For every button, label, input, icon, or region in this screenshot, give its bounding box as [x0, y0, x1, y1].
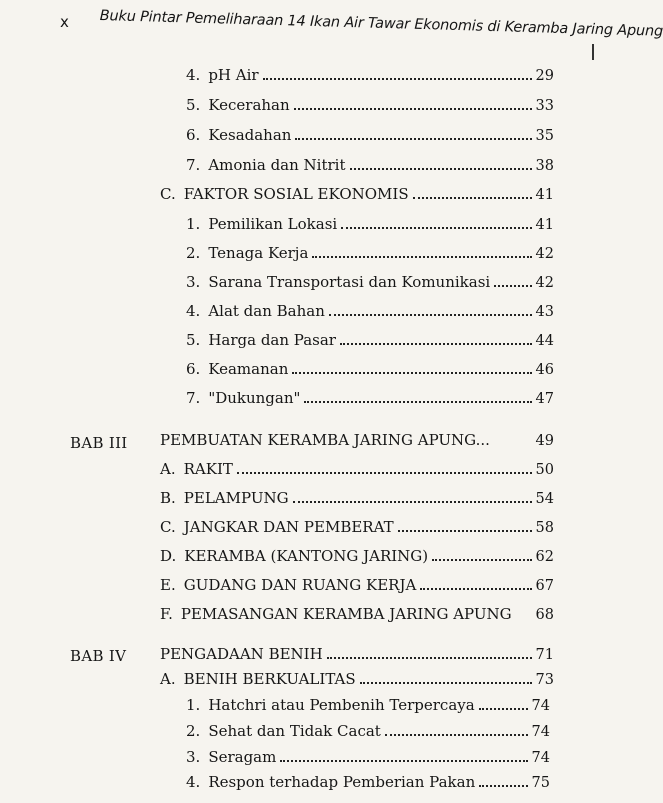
- dot-leader: [304, 401, 531, 403]
- dot-leader: [413, 197, 532, 199]
- section-title: JANGKAR DAN PEMBERAT: [183, 518, 394, 536]
- entry-page: 74: [531, 724, 550, 740]
- toc-entry[interactable]: [186, 244, 554, 268]
- toc-entry[interactable]: [186, 360, 554, 384]
- toc-section-entry[interactable]: [160, 460, 554, 484]
- toc-entry[interactable]: [186, 331, 554, 355]
- entry-number: 3.: [186, 273, 201, 291]
- toc-entry[interactable]: [186, 748, 550, 772]
- entry-page: 29: [535, 68, 554, 84]
- dot-leader: [280, 760, 527, 762]
- dot-leader: [263, 78, 532, 80]
- entry-number: 4.: [186, 302, 201, 320]
- section-title: KERAMBA (KANTONG JARING): [184, 547, 429, 565]
- entry-page: 43: [535, 304, 554, 320]
- toc-entry[interactable]: [186, 273, 554, 297]
- dot-leader: [295, 138, 531, 140]
- entry-title: Pemilikan Lokasi: [208, 215, 338, 233]
- entry-page: 35: [535, 128, 554, 144]
- section-page: 67: [535, 578, 554, 594]
- dot-leader: [494, 285, 531, 287]
- entry-title: Seragam: [208, 748, 277, 766]
- running-header: [0, 0, 663, 40]
- dot-leader: [294, 108, 532, 110]
- toc-chapter-entry[interactable]: [160, 431, 554, 455]
- toc-section-entry[interactable]: [160, 576, 554, 600]
- section-title: FAKTOR SOSIAL EKONOMIS: [183, 185, 409, 203]
- entry-page: 33: [535, 98, 554, 114]
- toc-section-entry[interactable]: [160, 185, 554, 209]
- entry-number: 1.: [186, 696, 201, 714]
- toc-entry[interactable]: [186, 389, 554, 413]
- dot-leader: [341, 227, 531, 229]
- entry-title: Amonia dan Nitrit: [208, 156, 346, 174]
- entry-title: Respon terhadap Pemberian Pakan: [208, 773, 476, 791]
- dot-leader: [398, 530, 532, 532]
- toc-entry[interactable]: [186, 773, 550, 797]
- entry-number: 7.: [186, 389, 201, 407]
- section-letter: E.: [160, 576, 176, 594]
- entry-page: 74: [531, 698, 550, 714]
- entry-page: 74: [531, 750, 550, 766]
- entry-number: 7.: [186, 156, 201, 174]
- section-letter: A.: [160, 460, 176, 478]
- entry-title: pH Air: [208, 66, 259, 84]
- entry-page: 42: [535, 275, 554, 291]
- chapter-label: BAB IV: [70, 647, 127, 665]
- toc-chapter-entry[interactable]: [160, 645, 554, 669]
- entry-title: Sarana Transportasi dan Komunikasi: [208, 273, 491, 291]
- toc-entry[interactable]: [186, 215, 554, 239]
- section-letter: D.: [160, 547, 177, 565]
- dot-leader: [479, 785, 527, 787]
- toc-section-entry[interactable]: [160, 670, 554, 694]
- dot-leader: [432, 559, 531, 561]
- entry-number: 6.: [186, 126, 201, 144]
- entry-title: Hatchri atau Pembenih Terpercaya: [208, 696, 475, 714]
- facing-page-edge: [592, 44, 602, 60]
- section-title: GUDANG DAN RUANG KERJA: [183, 576, 417, 594]
- chapter-title: PEMBUATAN KERAMBA JARING APUNG...: [160, 431, 490, 449]
- entry-page: 44: [535, 333, 554, 349]
- section-page: 68: [535, 607, 554, 623]
- dot-leader: [340, 343, 532, 345]
- toc-section-entry[interactable]: [160, 547, 554, 571]
- entry-page: 38: [535, 158, 554, 174]
- section-title: RAKIT: [183, 460, 233, 478]
- section-title: PEMASANGAN KERAMBA JARING APUNG: [180, 605, 512, 623]
- section-page: 58: [535, 520, 554, 536]
- chapter-label: BAB III: [70, 434, 128, 452]
- toc-section-entry[interactable]: [160, 605, 554, 629]
- section-page: 73: [535, 672, 554, 688]
- entry-title: Harga dan Pasar: [208, 331, 336, 349]
- chapter-page: 71: [535, 647, 554, 663]
- toc-entry[interactable]: [186, 156, 554, 180]
- section-letter: A.: [160, 670, 176, 688]
- chapter-page: 49: [535, 433, 554, 449]
- entry-title: Tenaga Kerja: [208, 244, 309, 262]
- dot-leader: [293, 501, 532, 503]
- section-letter: F.: [160, 605, 173, 623]
- entry-number: 5.: [186, 96, 201, 114]
- entry-title: Kecerahan: [208, 96, 290, 114]
- toc-section-entry[interactable]: [160, 489, 554, 513]
- entry-page: 46: [535, 362, 554, 378]
- entry-page: 41: [535, 217, 554, 233]
- toc-entry[interactable]: [186, 302, 554, 326]
- entry-title: Alat dan Bahan: [208, 302, 325, 320]
- dot-leader: [420, 588, 531, 590]
- entry-page: 42: [535, 246, 554, 262]
- dot-leader: [327, 657, 532, 659]
- dot-leader: [385, 734, 528, 736]
- entry-number: 6.: [186, 360, 201, 378]
- section-page: 62: [535, 549, 554, 565]
- entry-number: 4.: [186, 773, 201, 791]
- section-letter: C.: [160, 518, 176, 536]
- toc-entry[interactable]: [186, 696, 550, 720]
- dot-leader: [360, 682, 532, 684]
- section-letter: C.: [160, 185, 176, 203]
- entry-number: 2.: [186, 244, 201, 262]
- toc-entry[interactable]: [186, 96, 554, 120]
- dot-leader: [312, 256, 531, 258]
- section-page: 54: [535, 491, 554, 507]
- entry-number: 1.: [186, 215, 201, 233]
- running-title: Buku Pintar Pemeliharaan 14 Ikan Air Tawar Ekonomis di Keramba Jaring Apung: [99, 8, 663, 40]
- dot-leader: [479, 708, 528, 710]
- dot-leader: [237, 472, 532, 474]
- chapter-title: PENGADAAN BENIH: [160, 645, 323, 663]
- section-page: 41: [535, 187, 554, 203]
- page-number: x: [60, 13, 69, 31]
- section-title: BENIH BERKUALITAS: [183, 670, 356, 688]
- entry-title: "Dukungan": [208, 389, 301, 407]
- entry-number: 2.: [186, 722, 201, 740]
- dot-leader: [329, 314, 532, 316]
- dot-leader: [292, 372, 531, 374]
- entry-number: 3.: [186, 748, 201, 766]
- toc-entry[interactable]: [186, 66, 554, 90]
- entry-page: 75: [531, 775, 550, 791]
- entry-number: 4.: [186, 66, 201, 84]
- section-letter: B.: [160, 489, 176, 507]
- toc-entry[interactable]: [186, 722, 550, 746]
- entry-title: Sehat dan Tidak Cacat: [208, 722, 381, 740]
- entry-title: Kesadahan: [208, 126, 292, 144]
- entry-number: 5.: [186, 331, 201, 349]
- dot-leader: [350, 168, 532, 170]
- toc-section-entry[interactable]: [160, 518, 554, 542]
- section-page: 50: [535, 462, 554, 478]
- section-title: PELAMPUNG: [183, 489, 289, 507]
- toc-entry[interactable]: [186, 126, 554, 150]
- entry-title: Keamanan: [208, 360, 289, 378]
- entry-page: 47: [535, 391, 554, 407]
